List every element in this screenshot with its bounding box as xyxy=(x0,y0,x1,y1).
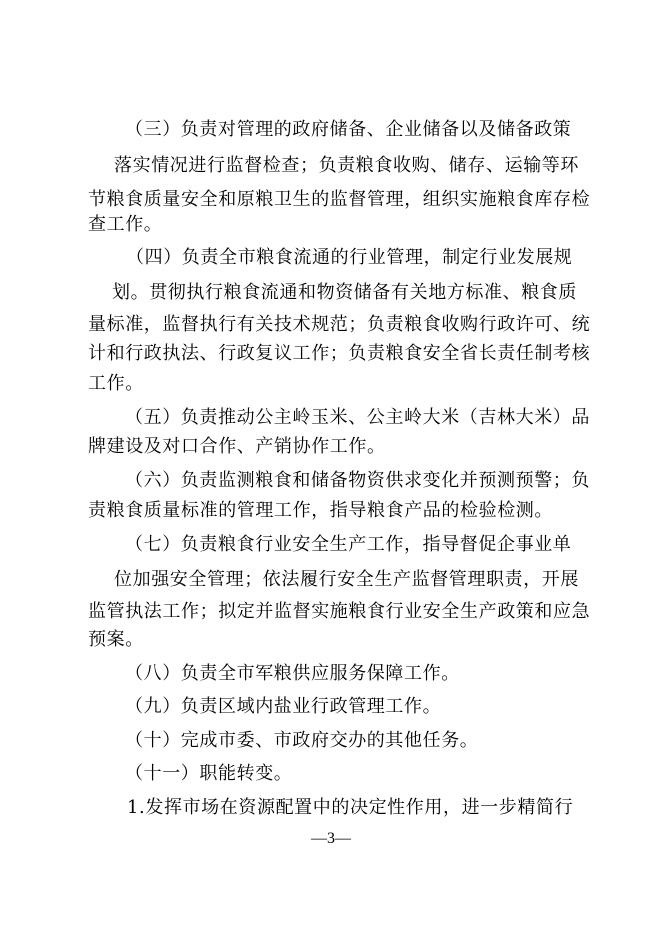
text-line: （九）负责区域内盐业行政管理工作。 xyxy=(125,696,442,717)
text-line: 位加强安全管理；依法履行安全生产监督管理职责，开展 xyxy=(114,569,579,590)
text-line: （七）负责粮食行业安全生产工作，指导督促企事业单 xyxy=(125,534,572,555)
text-line: 工作。 xyxy=(88,373,144,394)
text-line: 预案。 xyxy=(88,629,144,650)
text-line: （三）负责对管理的政府储备、企业储备以及储备政策 xyxy=(125,119,572,140)
text-line: 节粮食质量安全和原粮卫生的监督管理，组织实施粮食库存检 xyxy=(88,189,591,210)
text-line: （四）负责全市粮食流通的行业管理，制定行业发展规 xyxy=(126,247,573,268)
text-line: 计和行政执法、行政复议工作；负责粮食安全省长责任制考核 xyxy=(88,343,591,364)
text-line: 划。贯彻执行粮食流通和物资储备有关地方标准、粮食质 xyxy=(112,282,577,303)
text-line: 责粮食质量标准的管理工作，指导粮食产品的检验检测。 xyxy=(88,500,553,521)
text-line: （六）负责监测粮食和储备物资供求变化并预测预警；负 xyxy=(125,470,590,491)
page-number: —3— xyxy=(311,830,351,847)
text-line: 牌建设及对口合作、产销协作工作。 xyxy=(88,436,386,457)
text-line: （十）完成市委、市政府交办的其他任务。 xyxy=(125,730,479,751)
text-line: （八）负责全市军粮供应服务保障工作。 xyxy=(125,663,460,684)
text-line: （五）负责推动公主岭玉米、公主岭大米（吉林大米）品 xyxy=(125,407,590,428)
text-line: 量标准，监督执行有关技术规范；负责粮食收购行政许可、统 xyxy=(88,314,591,335)
text-line: 查工作。 xyxy=(88,214,163,235)
text-line: 监管执法工作；拟定并监督实施粮食行业安全生产政策和应急 xyxy=(88,601,591,622)
text-line: （十一）职能转变。 xyxy=(125,763,293,784)
text-line: 1.发挥市场在资源配置中的决定性作用，进一步精简行 xyxy=(127,797,574,818)
text-line: 落实情况进行监督检查；负责粮食收购、储存、运输等环 xyxy=(114,155,579,176)
